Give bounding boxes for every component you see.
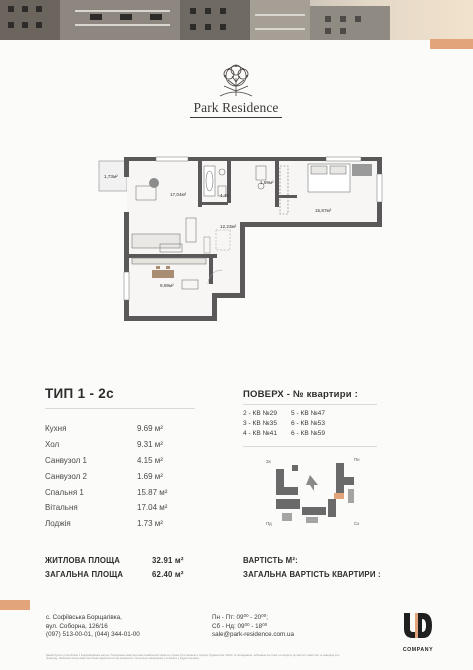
divider [243, 446, 377, 447]
list-item: 5 - КВ №47 [291, 410, 326, 417]
divider [243, 404, 377, 405]
divider [45, 408, 195, 409]
room-name: Лоджія [45, 519, 71, 529]
table-row [45, 456, 195, 472]
table-row [45, 503, 195, 519]
footer-address [46, 614, 140, 640]
weekend-hours: Сб - Нд: 09⁰⁰ - 18⁰⁰ [212, 622, 268, 630]
west-label: Зх [266, 459, 271, 464]
floors-title: ПОВЕРХ - № квартири : [243, 389, 358, 400]
table-row [45, 519, 195, 535]
room-name: Санвузол 2 [45, 471, 87, 481]
living-area-value: 32.91 м² [152, 556, 184, 565]
footer-accent-bar [0, 600, 30, 610]
list-item: 6 - КВ №53 [291, 420, 326, 427]
ud-logo-icon [401, 609, 435, 641]
room-area: 1.69 м² [137, 471, 163, 481]
room-area-table [45, 424, 195, 535]
room-name: Кухня [45, 424, 67, 433]
room-area: 9.69 м² [137, 424, 163, 433]
list-item: 2 - КВ №29 [243, 410, 278, 417]
living-area-row [45, 556, 184, 565]
brand-name: Park Residence [193, 100, 279, 115]
room-area: 17.04 м² [137, 503, 168, 513]
east-label: Сх [354, 521, 360, 526]
bedroom-label: 15,87м² [315, 208, 332, 213]
room-area: 9.31 м² [137, 439, 163, 449]
list-item: 3 - КВ №35 [243, 420, 278, 427]
footer-contacts [212, 614, 294, 640]
list-item: 6 - КВ №59 [291, 430, 326, 437]
weekday-hours: Пн - Пт: 09⁰⁰ - 20⁰⁰; [212, 614, 268, 621]
room-name: Вітальня [45, 503, 78, 513]
north-label: Пн [354, 457, 360, 462]
address-line: с. Софіївська Борщагівка, [46, 614, 122, 621]
address-line: вул. Соборна, 126/16 [46, 622, 108, 630]
total-price-label: ЗАГАЛЬНА ВАРТІСТЬ КВАРТИРИ : [243, 570, 381, 579]
developer-name: COMPANY [402, 647, 434, 653]
table-row [45, 488, 195, 504]
building-location-map [262, 455, 366, 529]
room-name: Санвузол 1 [45, 455, 87, 465]
loggia-label: 1,73м² [104, 174, 118, 179]
building-photo [0, 0, 473, 40]
room-area: 4.15 м² [137, 455, 163, 465]
disclaimer-text: Даний буклет розроблено з інформаційною метою. Планування квартири має ознайомчий характер і може бути змінено в процесі будівництва. Меблі та обладнання, зображені на плані, не входять до вартості квартири та наведені для прикладу. Загальна площа квартири може відрізнятися від зазначеної. Актуальну інформацію уточнюйте у відділі продажу. [46, 654, 340, 661]
table-row [45, 440, 195, 456]
table-row [45, 424, 195, 440]
brand-underline [190, 117, 282, 118]
developer-logo [401, 609, 435, 653]
list-item: 4 - КВ №41 [243, 430, 278, 437]
total-area-value: 62.40 м² [152, 570, 184, 579]
total-area-row [45, 570, 184, 579]
tree-icon [214, 64, 258, 98]
room-area: 1.73 м² [137, 519, 163, 529]
email-link[interactable]: sale@park-residence.com.ua [212, 631, 294, 639]
apartment-highlight [334, 493, 344, 499]
bath1-label: 4,15 [220, 193, 229, 198]
south-label: Пд [266, 521, 272, 526]
living-area-label: ЖИТЛОВА ПЛОЩА [45, 556, 121, 565]
header-accent-bar [430, 39, 473, 49]
room-area: 15.87 м² [137, 487, 168, 497]
living-label: 17,04м² [170, 192, 187, 197]
price-per-m2-label: ВАРТІСТЬ М²: [243, 556, 298, 565]
table-row [45, 472, 195, 488]
apartment-type-title: ТИП 1 - 2с [45, 386, 114, 401]
phone-numbers[interactable]: (097) 513-00-01, (044) 344-01-00 [46, 631, 140, 639]
kitchen-label: 9,69м² [160, 283, 174, 288]
brand-logo [186, 64, 286, 124]
room-name: Хол [45, 439, 60, 449]
bath2-label: 1,69м² [260, 180, 274, 185]
apartment-floorplan [96, 152, 396, 327]
total-area-label: ЗАГАЛЬНА ПЛОЩА [45, 570, 124, 579]
room-name: Спальня 1 [45, 487, 84, 497]
hall-label: 12,23м² [220, 224, 237, 229]
compass-arrow-icon [306, 475, 318, 491]
